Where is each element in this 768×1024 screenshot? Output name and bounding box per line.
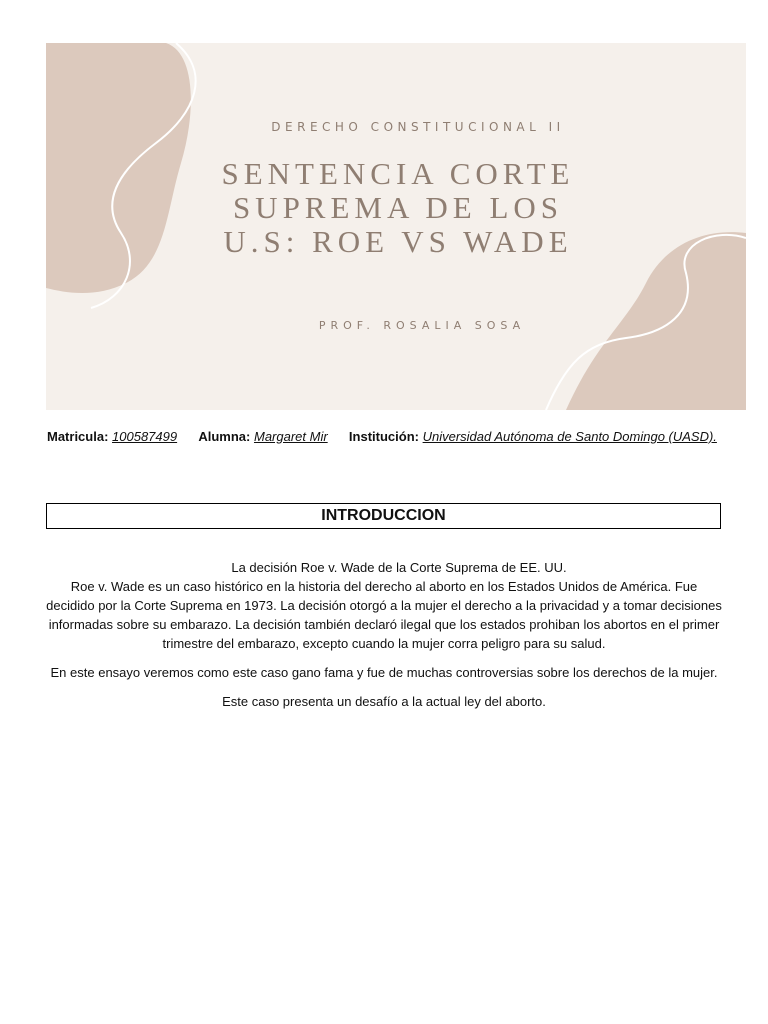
cover-title: SENTENCIA CORTE SUPREMA DE LOS U.S: ROE VS WADE	[221, 156, 575, 259]
student-info	[47, 427, 727, 446]
paragraph-2: En este ensayo veremos como este caso gano fama y fue de muchas controversias sobre los derechos de la mujer.	[50, 665, 718, 680]
lead-line: La decisión Roe v. Wade de la Corte Suprema de EE. UU.	[231, 560, 567, 575]
matricula-label: Matricula:	[47, 429, 109, 444]
introduction-body	[46, 558, 722, 721]
top-left-blob	[46, 43, 191, 293]
paragraph-1: Roe v. Wade es un caso histórico en la historia del derecho al aborto en los Estados Unidos de América. Fue decidido por la Corte Suprema en 1973. La decisión otorgó a la mujer el derecho a la privacidad y a tomar decisiones informadas sobre su embarazo. La decisión también declaró ilegal que los estados prohiban los abortos en el primer trimestre del embarazo, excepto cuando la mujer corra peligro para su salud.	[46, 579, 722, 651]
institucion-value: Universidad Autónoma de Santo Domingo (UASD).	[422, 429, 717, 444]
section-heading: INTRODUCCION	[321, 507, 446, 524]
professor-name: PROF. ROSALIA SOSA	[318, 319, 526, 332]
matricula-value: 100587499	[112, 429, 178, 444]
section-heading-box	[46, 503, 721, 529]
institucion-label: Institución:	[348, 429, 419, 444]
cover-image	[46, 43, 746, 410]
alumna-value: Margaret Mir	[253, 429, 328, 444]
course-subject: DERECHO CONSTITUCIONAL II	[271, 120, 565, 134]
alumna-label: Alumna:	[198, 429, 251, 444]
paragraph-3: Este caso presenta un desafío a la actual ley del aborto.	[222, 694, 546, 709]
